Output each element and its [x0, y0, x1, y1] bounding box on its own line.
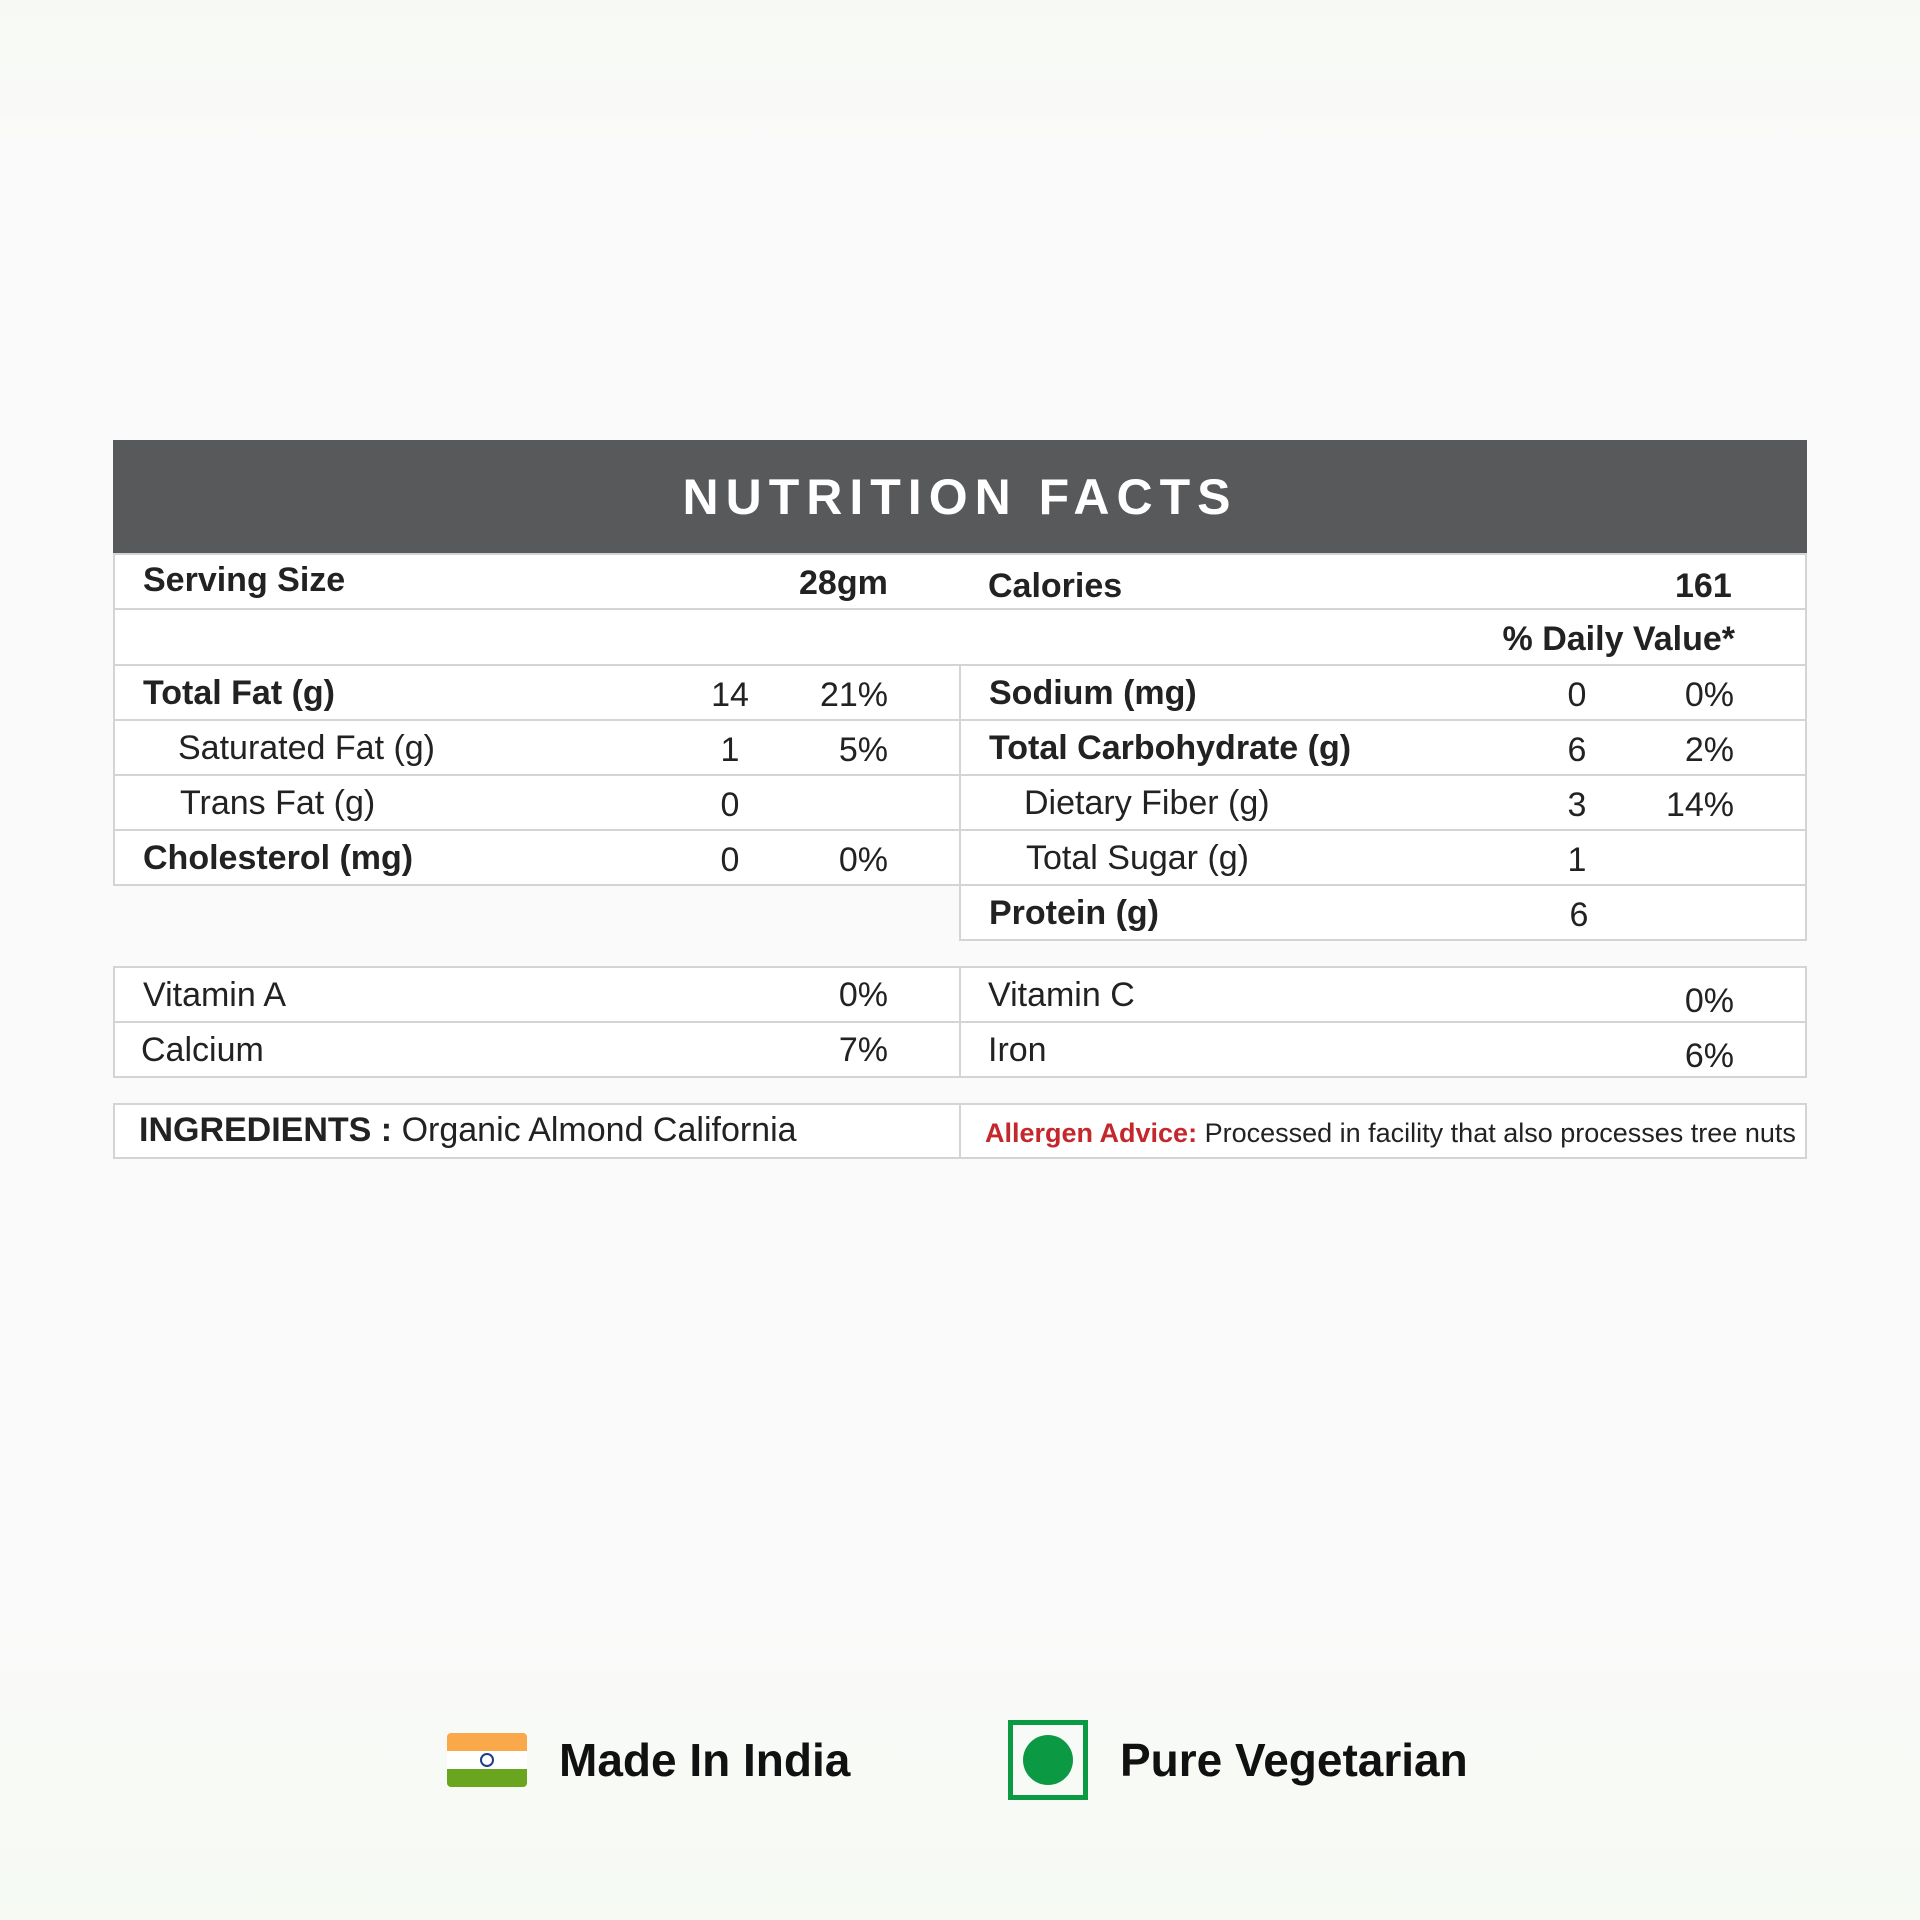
nutrient-dv — [1614, 886, 1734, 941]
vitamin-label: Calcium — [141, 1031, 264, 1069]
nutrient-label: Total Carbohydrate (g) — [989, 729, 1352, 767]
nutrient-amount: 0 — [720, 841, 740, 879]
made-in-india-badge — [447, 1720, 850, 1800]
table-row — [115, 776, 959, 831]
nutrient-label: Trans Fat (g) — [180, 784, 376, 822]
serving-row — [113, 553, 1807, 610]
vitamin-label: Iron — [988, 1031, 1047, 1069]
allergen-value: Processed in facility that also processes tree nuts — [1204, 1118, 1796, 1148]
vitamins-table — [113, 966, 1807, 1078]
vitamin-dv: 0% — [838, 976, 888, 1014]
ingredients-text — [139, 1105, 797, 1160]
right-nutrient-table — [959, 664, 1807, 941]
nutrient-amount: 6 — [1569, 896, 1589, 934]
india-flag-icon — [447, 1733, 527, 1787]
nutrient-label: Total Sugar (g) — [1026, 839, 1249, 877]
serving-size-label: Serving Size — [143, 561, 346, 599]
ingredients-box — [113, 1103, 961, 1159]
nutrient-dv — [1614, 831, 1734, 886]
made-in-india-label: Made In India — [559, 1734, 851, 1786]
serving-size-value: 28gm — [799, 564, 888, 602]
ingredients-label: INGREDIENTS : — [139, 1111, 393, 1149]
table-row — [961, 666, 1805, 721]
allergen-text — [985, 1105, 1796, 1160]
left-nutrient-table — [113, 664, 961, 886]
table-row — [961, 886, 1805, 941]
nutrient-dv: 5% — [838, 731, 888, 769]
nutrient-dv: 14% — [1665, 786, 1734, 824]
allergen-box — [959, 1103, 1807, 1159]
nutrient-label: Saturated Fat (g) — [178, 729, 436, 767]
nutrient-amount: 0 — [720, 786, 740, 824]
ingredients-value: Organic Almond California — [401, 1111, 797, 1149]
nutrient-dv — [768, 776, 888, 831]
nutrient-label: Protein (g) — [989, 894, 1159, 932]
allergen-label: Allergen Advice: — [985, 1118, 1198, 1148]
nutrient-dv: 0% — [1684, 676, 1734, 714]
vitamin-dv: 0% — [1684, 982, 1734, 1020]
vitamin-dv: 7% — [838, 1031, 888, 1069]
nutrient-dv: 21% — [819, 676, 888, 714]
nutrient-amount: 1 — [1567, 841, 1587, 879]
table-row — [115, 666, 959, 721]
vitamin-dv: 6% — [1684, 1037, 1734, 1075]
calories-value: 161 — [1675, 567, 1732, 605]
nutrient-amount: 1 — [720, 731, 740, 769]
daily-value-header: % Daily Value* — [1502, 620, 1735, 658]
table-row — [961, 831, 1805, 886]
table-row — [961, 776, 1805, 831]
table-row — [961, 721, 1805, 776]
nutrient-amount: 0 — [1567, 676, 1587, 714]
pure-vegetarian-label: Pure Vegetarian — [1120, 1734, 1468, 1786]
vitamin-label: Vitamin C — [988, 976, 1135, 1014]
table-row — [115, 831, 959, 886]
vitamin-label: Vitamin A — [143, 976, 287, 1014]
veg-symbol-icon — [1008, 1720, 1088, 1800]
pure-vegetarian-badge — [1008, 1720, 1468, 1800]
nutrient-label: Dietary Fiber (g) — [1024, 784, 1270, 822]
calories-label: Calories — [988, 567, 1123, 605]
nutrient-label: Cholesterol (mg) — [143, 839, 414, 877]
nutrient-amount: 14 — [711, 676, 749, 714]
nutrient-dv: 0% — [838, 841, 888, 879]
nutrition-facts-title: NUTRITION FACTS — [113, 440, 1807, 553]
nutrient-label: Sodium (mg) — [989, 674, 1197, 712]
nutrient-dv: 2% — [1684, 731, 1734, 769]
table-row — [115, 968, 1805, 1023]
table-row — [115, 721, 959, 776]
table-row — [115, 1023, 1805, 1078]
nutrient-label: Total Fat (g) — [143, 674, 335, 712]
nutrient-amount: 3 — [1567, 786, 1587, 824]
daily-value-header-row — [113, 608, 1807, 666]
nutrient-amount: 6 — [1567, 731, 1587, 769]
